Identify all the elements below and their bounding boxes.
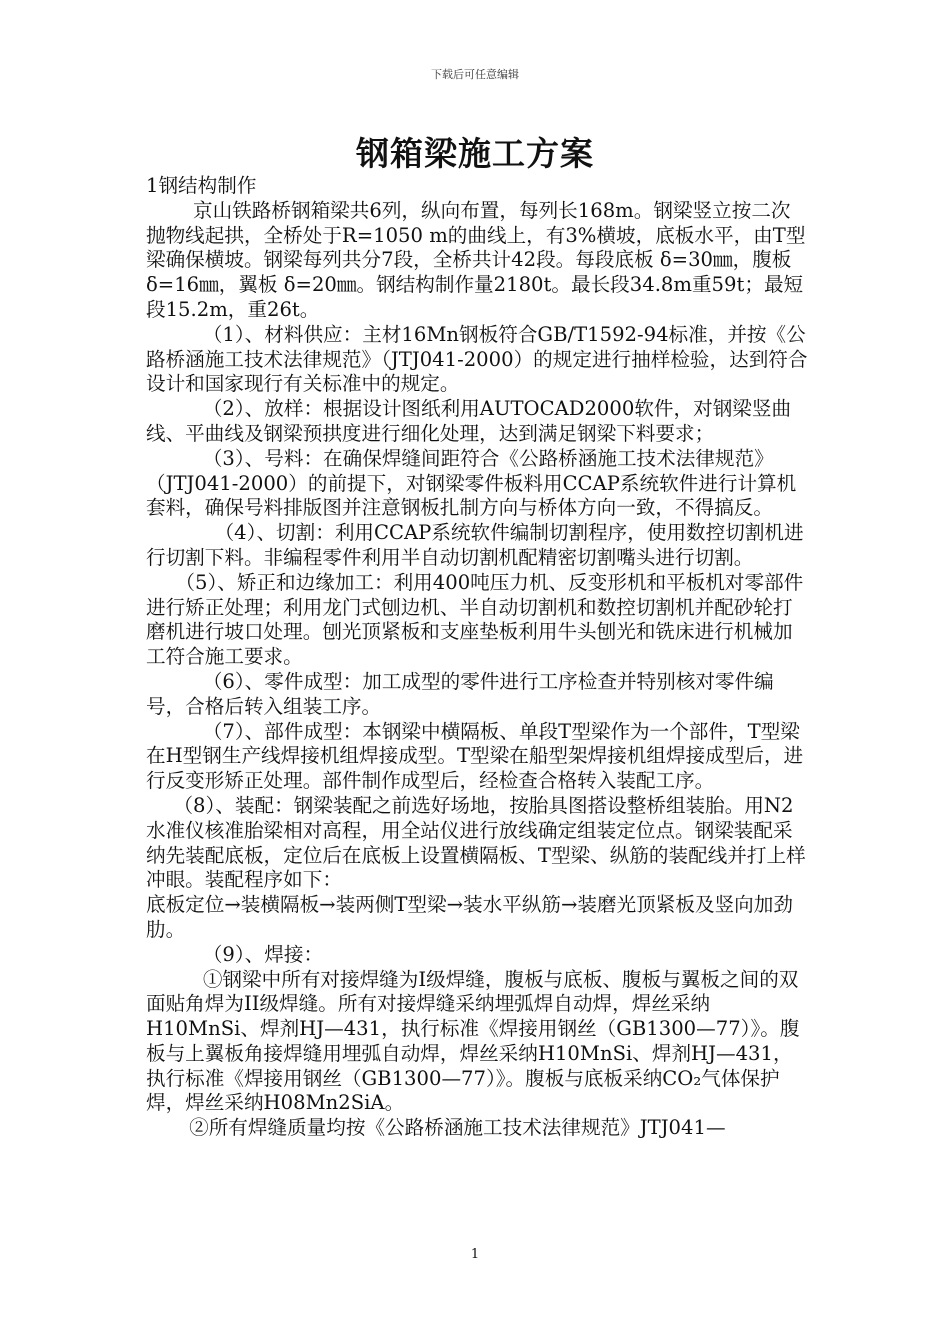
paragraph-layout: （2）、放样：根据设计图纸利用AUTOCAD2000软件，对钢梁竖曲线、平曲线及钢梁预拱度进行细化处理，达到满足钢梁下料要求；: [146, 397, 792, 445]
header-note: 下载后可任意编辑: [431, 68, 519, 81]
page-number: 1: [470, 1247, 480, 1262]
paragraph-material-supply: （1）、材料供应：主材16Mn钢板符合GB/T1592-94标准，并按《公路桥涵施工技术法律规范》（JTJ041-2000）的规定进行抽样检验，达到符合设计和国家现行有关标准中的规定。: [146, 322, 808, 396]
document-body: [146, 174, 808, 1141]
paragraph-assembly-sequence: 底板定位→装横隔板→装两侧T型梁→装水平纵筋→装磨光顶紧板及竖向加劲肋。: [146, 893, 793, 941]
paragraph-welding-2: ②所有焊缝质量均按《公路桥涵施工技术法律规范》JTJ041—: [189, 1116, 726, 1140]
paragraph-straightening: （5）、矫正和边缘加工：利用400吨压力机、反变形机和平板机对零部件进行矫正处理；利用龙门式刨边机、半自动切割机和数控切割机并配砂轮打磨机进行坡口处理。刨光顶紧板和支座垫板利用牛头刨光和铣床进行机械加工符合施工要求。: [146, 570, 804, 669]
paragraph-assembly: （8）、装配：钢梁装配之前选好场地，按胎具图搭设整桥组装胎。用N2水准仪核准胎梁相对高程，用全站仪进行放线确定组装定位点。钢梁装配采纳先装配底板，定位后在底板上设置横隔板、T型梁、纵筋的装配线并打上样冲眼。装配程序如下：: [146, 793, 806, 892]
section-heading: 1钢结构制作: [146, 174, 257, 197]
paragraph-welding-1: ①钢梁中所有对接焊缝为I级焊缝，腹板与底板、腹板与翼板之间的双面贴角焊为II级焊缝。所有对接焊缝采纳埋弧焊自动焊，焊丝采纳H10MnSi、焊剂HJ—431，执行标准《焊接用钢丝（GB1300—77）》。腹板与上翼板角接焊缝用埋弧自动焊，焊丝采纳H10MnSi、焊剂HJ—431，执行标准《焊接用钢丝（GB1300—77）》。腹板与底板采纳CO₂气体保护焊，焊丝采纳H08Mn2SiA。: [146, 967, 800, 1115]
paragraph-overview: 京山铁路桥钢箱梁共6列，纵向布置，每列长168m。钢梁竖立按二次抛物线起拱，全桥处于R=1050 m的曲线上，有3%横坡，底板水平，由T型梁确保横坡。钢梁每列共分7段，全桥共计42段。每段底板 δ=30㎜，腹板 δ=16㎜，翼板 δ=20㎜。钢结构制作量2180t。最长段34.8m重59t；最短段15.2m，重26t。: [146, 198, 806, 321]
paragraph-marking: （3）、号料：在确保焊缝间距符合《公路桥涵施工技术法律规范》（JTJ041-2000）的前提下，对钢梁零件板料用CCAP系统软件进行计算机套料，确保号料排版图并注意钢板扎制方向与桥体方向一致，不得搞反。: [146, 446, 797, 520]
paragraph-welding-heading: （9）、焊接：: [202, 942, 324, 966]
document-title: 钢箱梁施工方案: [356, 134, 594, 173]
paragraph-cutting: （4）、切割：利用CCAP系统软件编制切割程序，使用数控切割机进行切割下料。非编程零件利用半自动切割机配精密切割嘴头进行切割。: [146, 521, 804, 569]
paragraph-part-forming: （6）、零件成型：加工成型的零件进行工序检查并特别核对零件编号，合格后转入组装工序。: [146, 669, 774, 718]
paragraph-component-forming: （7）、部件成型：本钢梁中横隔板、单段T型梁作为一个部件，T型梁在H型钢生产线焊接机组焊接成型。T型梁在船型架焊接机组焊接成型后，进行反变形矫正处理。部件制作成型后，经检查合格转入装配工序。: [146, 719, 804, 793]
